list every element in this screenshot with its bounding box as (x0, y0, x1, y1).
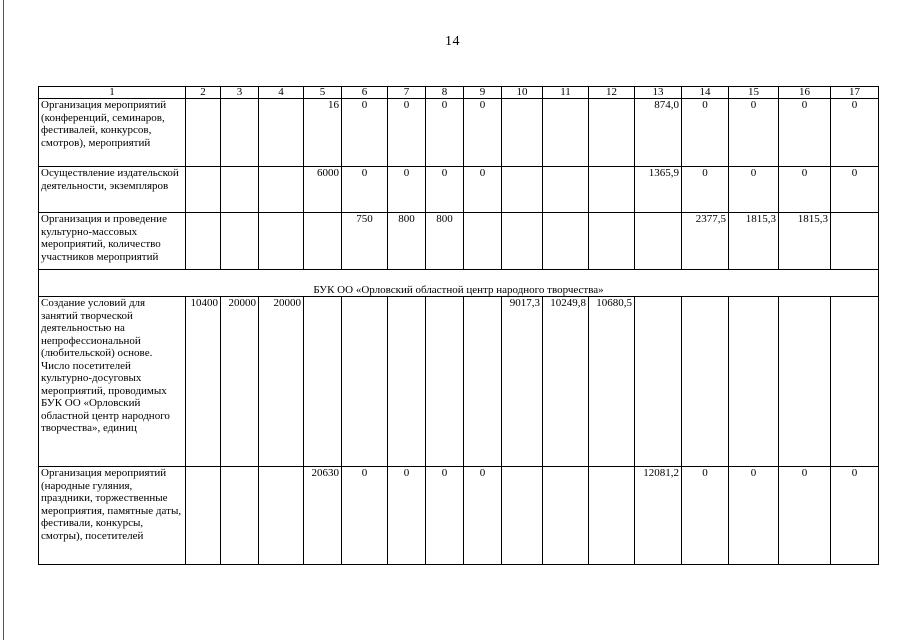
table-row (39, 213, 879, 270)
table-cell: 0 (426, 467, 464, 565)
column-header-7: 7 (388, 87, 426, 99)
table-cell: 0 (682, 99, 729, 167)
table-cell: 0 (388, 467, 426, 565)
table-cell: 0 (831, 467, 879, 565)
row-label: Организация мероприятий (народные гуляния, праздники, торжественные мероприятия, памятные даты, фестивали, конкурсы, смотры), посетителей (39, 467, 186, 565)
table-cell: 0 (464, 467, 502, 565)
table-cell: 874,0 (635, 99, 682, 167)
column-header-12: 12 (589, 87, 635, 99)
row-label: Создание условий для занятий творческой деятельностью на непрофессиональной (любительской) основе. Число посетителей культурно-досуговых мероприятий, проводимых БУК ОО «Орловский областной центр народного творчества», единиц (39, 297, 186, 467)
table-cell: 20000 (221, 297, 259, 467)
table-cell (779, 297, 831, 467)
table-cell (543, 167, 589, 213)
table-cell (304, 297, 342, 467)
row-label: Организация и проведение культурно-массовых мероприятий, количество участников мероприятий (39, 213, 186, 270)
table-cell: 20000 (259, 297, 304, 467)
row-label: Осуществление издательской деятельности, экземпляров (39, 167, 186, 213)
table-cell (502, 99, 543, 167)
table-row (39, 297, 879, 467)
table-cell: 10680,5 (589, 297, 635, 467)
table-cell: 0 (342, 167, 388, 213)
page-number: 14 (445, 34, 460, 49)
table-cell (502, 213, 543, 270)
table-cell (259, 467, 304, 565)
table-row (39, 167, 879, 213)
table-cell: 800 (426, 213, 464, 270)
table-cell (589, 467, 635, 565)
table-cell: 0 (831, 99, 879, 167)
table-cell (221, 167, 259, 213)
table-cell: 800 (388, 213, 426, 270)
column-header-11: 11 (543, 87, 589, 99)
table-cell (221, 467, 259, 565)
table-cell (221, 99, 259, 167)
column-header-13: 13 (635, 87, 682, 99)
column-header-2: 2 (186, 87, 221, 99)
table-cell: 10249,8 (543, 297, 589, 467)
table-cell: 20630 (304, 467, 342, 565)
column-header-14: 14 (682, 87, 729, 99)
column-header-9: 9 (464, 87, 502, 99)
table-cell: 0 (779, 167, 831, 213)
column-header-5: 5 (304, 87, 342, 99)
table-cell: 16 (304, 99, 342, 167)
table-cell: 0 (388, 99, 426, 167)
table-cell: 0 (729, 467, 779, 565)
table-cell: 0 (342, 99, 388, 167)
page-edge-line (3, 0, 4, 640)
row-label: Организация мероприятий (конференций, семинаров, фестивалей, конкурсов, смотров), мероприятий (39, 99, 186, 167)
table-cell: 0 (682, 467, 729, 565)
table-cell (221, 213, 259, 270)
column-header-15: 15 (729, 87, 779, 99)
column-header-8: 8 (426, 87, 464, 99)
table-cell: 12081,2 (635, 467, 682, 565)
table-cell: 0 (464, 99, 502, 167)
table-cell (342, 297, 388, 467)
table-cell (186, 213, 221, 270)
table-cell (259, 167, 304, 213)
table-cell (388, 297, 426, 467)
table-cell: 0 (831, 167, 879, 213)
table-cell (502, 167, 543, 213)
table-cell: 0 (682, 167, 729, 213)
table-cell (464, 297, 502, 467)
section-title: БУК ОО «Орловский областной центр народного творчества» (39, 270, 879, 297)
table-cell (635, 297, 682, 467)
table-cell: 2377,5 (682, 213, 729, 270)
table-cell (543, 99, 589, 167)
table-cell: 9017,3 (502, 297, 543, 467)
table-row (39, 99, 879, 167)
section-header-row (39, 270, 879, 297)
table-cell (729, 297, 779, 467)
table-cell (186, 167, 221, 213)
table-cell (259, 213, 304, 270)
table-cell: 1815,3 (729, 213, 779, 270)
table-cell: 0 (426, 167, 464, 213)
column-header-4: 4 (259, 87, 304, 99)
column-header-6: 6 (342, 87, 388, 99)
column-header-16: 16 (779, 87, 831, 99)
table-cell (186, 99, 221, 167)
table-cell (589, 99, 635, 167)
table-cell: 6000 (304, 167, 342, 213)
table-cell (682, 297, 729, 467)
table-cell (259, 99, 304, 167)
table-cell (831, 213, 879, 270)
table-cell (635, 213, 682, 270)
column-header-1: 1 (39, 87, 186, 99)
table-cell (304, 213, 342, 270)
table-cell (186, 467, 221, 565)
table-cell: 0 (779, 467, 831, 565)
table-cell: 0 (779, 99, 831, 167)
column-header-17: 17 (831, 87, 879, 99)
table-cell: 1815,3 (779, 213, 831, 270)
table-cell: 10400 (186, 297, 221, 467)
table-cell: 0 (388, 167, 426, 213)
table-cell (426, 297, 464, 467)
column-header-3: 3 (221, 87, 259, 99)
table-cell (543, 213, 589, 270)
table-cell (589, 167, 635, 213)
table-cell (464, 213, 502, 270)
table-cell: 0 (426, 99, 464, 167)
table-cell (543, 467, 589, 565)
column-header-10: 10 (502, 87, 543, 99)
data-table (38, 86, 879, 565)
table-cell: 0 (729, 99, 779, 167)
table-cell (831, 297, 879, 467)
table-cell: 0 (729, 167, 779, 213)
table-cell: 1365,9 (635, 167, 682, 213)
table-cell: 0 (342, 467, 388, 565)
table-cell: 750 (342, 213, 388, 270)
table-row (39, 467, 879, 565)
table-cell (589, 213, 635, 270)
table-cell (502, 467, 543, 565)
table-header-row (39, 87, 879, 99)
table-cell: 0 (464, 167, 502, 213)
